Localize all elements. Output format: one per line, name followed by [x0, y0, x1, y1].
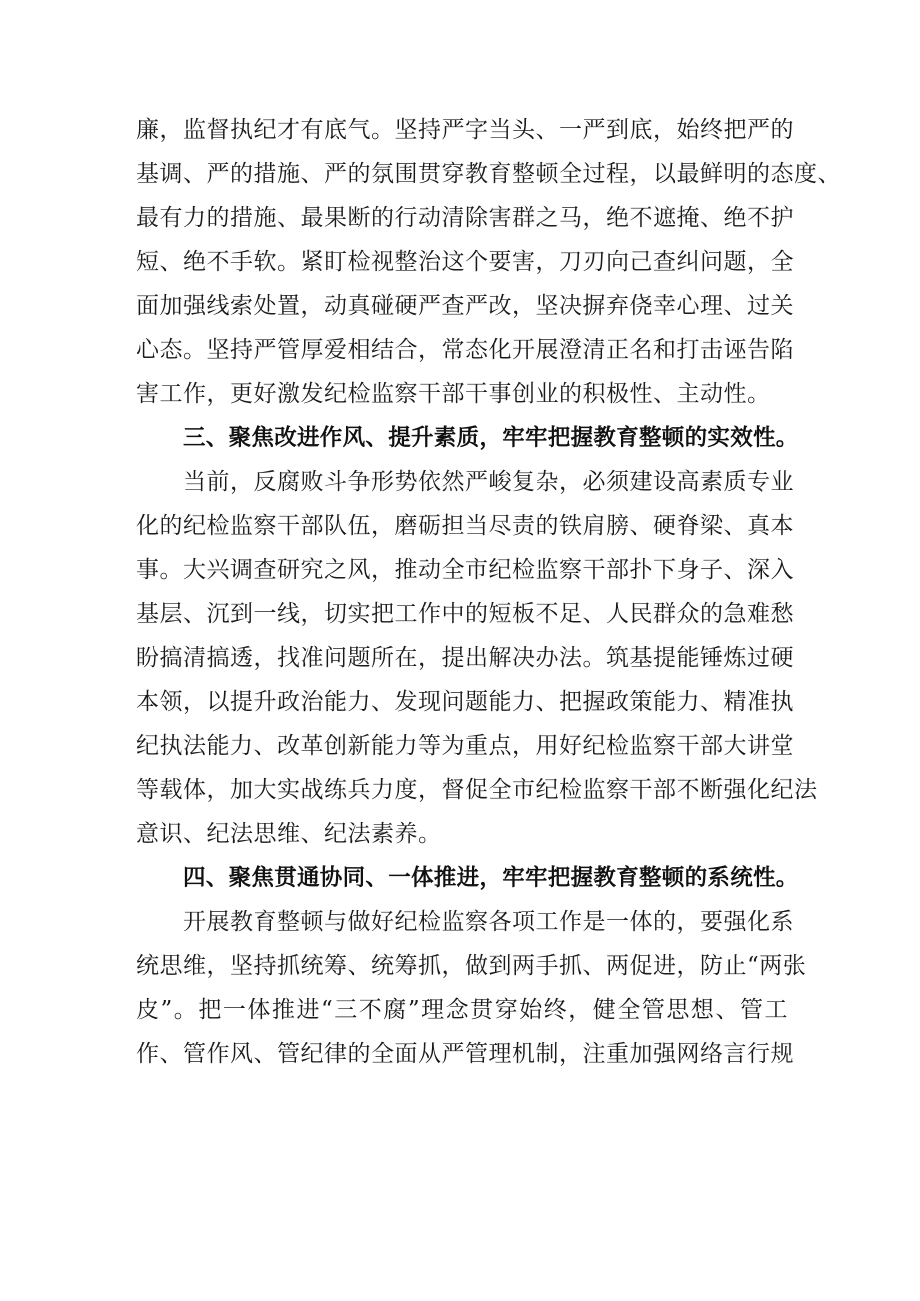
- paragraph-line: 盼搞清搞透，找准问题所在，提出解决办法。筑基提能锤炼过硬: [136, 645, 794, 671]
- section-heading-4: 四、聚焦贯通协同、一体推进，牢牢把握教育整顿的系统性。: [183, 865, 799, 891]
- section-heading-3: 三、聚焦改进作风、提升素质，牢牢把握教育整顿的实效性。: [183, 425, 799, 451]
- paragraph-line: 作、管作风、管纪律的全面从严管理机制，注重加强网络言行规: [136, 1041, 794, 1067]
- paragraph-line: 基层、沉到一线，切实把工作中的短板不足、人民群众的急难愁: [136, 601, 794, 627]
- paragraph-line: 本领，以提升政治能力、发现问题能力、把握政策能力、精准执: [136, 689, 794, 715]
- paragraph-line: 意识、纪法思维、纪法素养。: [136, 821, 442, 847]
- paragraph-line: 等载体，加大实战练兵力度，督促全市纪检监察干部不断强化纪法: [136, 777, 818, 803]
- paragraph-line: 廉，监督执纪才有底气。坚持严字当头、一严到底，始终把严的: [136, 117, 794, 143]
- paragraph-line: 皮”。把一体推进“三不腐”理念贯穿始终，健全管思想、管工: [136, 997, 788, 1023]
- paragraph-line: 短、绝不手软。紧盯检视整治这个要害，刀刃向己查纠问题，全: [136, 249, 794, 275]
- paragraph-line: 害工作，更好激发纪检监察干部干事创业的积极性、主动性。: [136, 381, 771, 407]
- paragraph-line: 基调、严的措施、严的氛围贯穿教育整顿全过程，以最鲜明的态度、: [136, 161, 841, 187]
- paragraph-line: 统思维，坚持抓统筹、统筹抓，做到两手抓、两促进，防止“两张: [136, 953, 807, 979]
- paragraph-line: 纪执法能力、改革创新能力等为重点，用好纪检监察干部大讲堂: [136, 733, 794, 759]
- paragraph-line: 开展教育整顿与做好纪检监察各项工作是一体的，要强化系: [183, 909, 794, 935]
- paragraph-line: 事。大兴调查研究之风，推动全市纪检监察干部扑下身子、深入: [136, 557, 794, 583]
- paragraph-line: 最有力的措施、最果断的行动清除害群之马，绝不遮掩、绝不护: [136, 205, 794, 231]
- paragraph-line: 化的纪检监察干部队伍，磨砺担当尽责的铁肩膀、硬脊梁、真本: [136, 513, 794, 539]
- paragraph-line: 面加强线索处置，动真碰硬严查严改，坚决摒弃侥幸心理、过关: [136, 293, 794, 319]
- paragraph-line: 心态。坚持严管厚爱相结合，常态化开展澄清正名和打击诬告陷: [136, 337, 794, 363]
- paragraph-line: 当前，反腐败斗争形势依然严峻复杂，必须建设高素质专业: [183, 469, 794, 495]
